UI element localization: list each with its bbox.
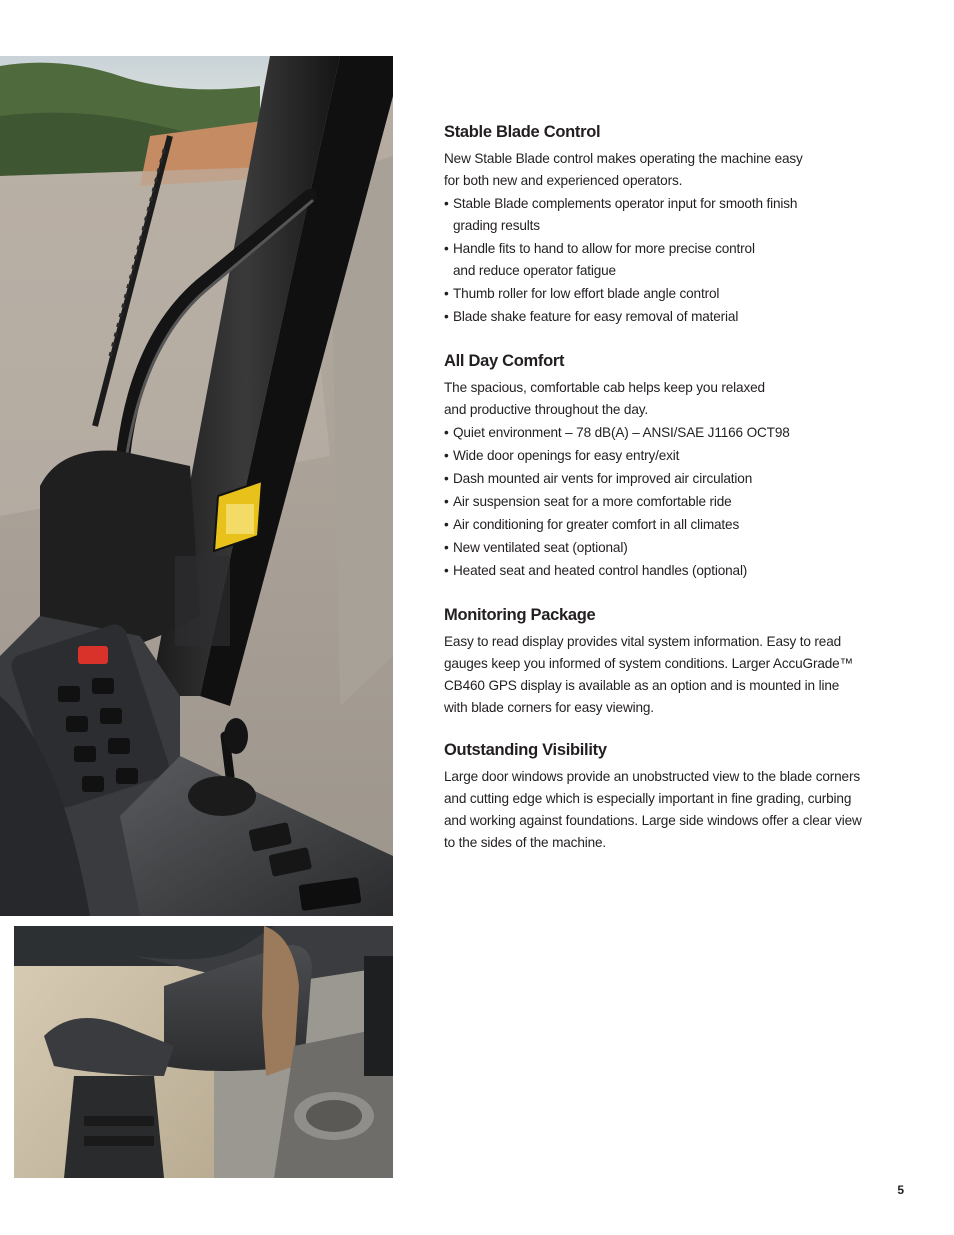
bullet-glyph: •: [444, 471, 449, 486]
cab-interior-illustration: [0, 56, 393, 916]
section-monitoring-package: [444, 605, 853, 719]
paragraph-line: and cutting edge which is especially important in fine grading, curbing: [444, 791, 852, 806]
paragraph-line: to the sides of the machine.: [444, 835, 607, 850]
feature-list-item: • Stable Blade complements operator input for smooth finish grading results: [444, 193, 803, 237]
cab-interior-photo: [0, 56, 393, 916]
section-outstanding-visibility: [444, 740, 862, 854]
section-title: Monitoring Package: [444, 606, 596, 624]
section-intro-line: New Stable Blade control makes operating the machine easy: [444, 151, 803, 166]
bullet-glyph: •: [444, 563, 449, 578]
section-intro-line: The spacious, comfortable cab helps keep you relaxed: [444, 380, 765, 395]
section-stable-blade-control: [444, 122, 803, 328]
paragraph-line: with blade corners for easy viewing.: [444, 700, 654, 715]
section-title: Outstanding Visibility: [444, 741, 607, 759]
section-title: Stable Blade Control: [444, 123, 601, 141]
bullet-glyph: •: [444, 494, 449, 509]
section-intro-line: for both new and experienced operators.: [444, 173, 683, 188]
paragraph-line: gauges keep you informed of system conditions. Larger AccuGrade™: [444, 656, 854, 671]
feature-list-item: • Dash mounted air vents for improved air circulation: [444, 468, 790, 490]
feature-list-item: • Handle fits to hand to allow for more precise control and reduce operator fatigue: [444, 238, 803, 282]
feature-list-item: • Thumb roller for low effort blade angle control: [444, 283, 803, 305]
feature-list-item: • Wide door openings for easy entry/exit: [444, 445, 790, 467]
section-intro-line: and productive throughout the day.: [444, 402, 648, 417]
bullet-glyph: •: [444, 286, 449, 301]
paragraph-line: CB460 GPS display is available as an option and is mounted in line: [444, 678, 840, 693]
bullet-glyph: •: [444, 448, 449, 463]
page-number: 5: [897, 1183, 904, 1197]
feature-list: [444, 422, 790, 582]
bullet-glyph: •: [444, 309, 449, 324]
paragraph-line: Large door windows provide an unobstructed view to the blade corners: [444, 769, 860, 784]
bullet-glyph: •: [444, 196, 449, 211]
bullet-glyph: •: [444, 241, 449, 256]
feature-list-item: • Quiet environment – 78 dB(A) – ANSI/SAE J1166 OCT98: [444, 422, 790, 444]
feature-list-item: • New ventilated seat (optional): [444, 537, 790, 559]
armrest-joystick-photo: [14, 926, 393, 1178]
paragraph-line: and working against foundations. Large side windows offer a clear view: [444, 813, 862, 828]
bullet-glyph: •: [444, 517, 449, 532]
feature-list: [444, 193, 803, 328]
section-title: All Day Comfort: [444, 352, 565, 370]
armrest-joystick-illustration: [14, 926, 393, 1178]
paragraph-line: Easy to read display provides vital system information. Easy to read: [444, 634, 842, 649]
feature-list-item: • Blade shake feature for easy removal of material: [444, 306, 803, 328]
feature-list-item: • Air suspension seat for a more comfortable ride: [444, 491, 790, 513]
feature-list-item: • Heated seat and heated control handles (optional): [444, 560, 790, 582]
bullet-glyph: •: [444, 425, 449, 440]
section-all-day-comfort: [444, 351, 790, 582]
bullet-glyph: •: [444, 540, 449, 555]
feature-list-item: • Air conditioning for greater comfort in all climates: [444, 514, 790, 536]
